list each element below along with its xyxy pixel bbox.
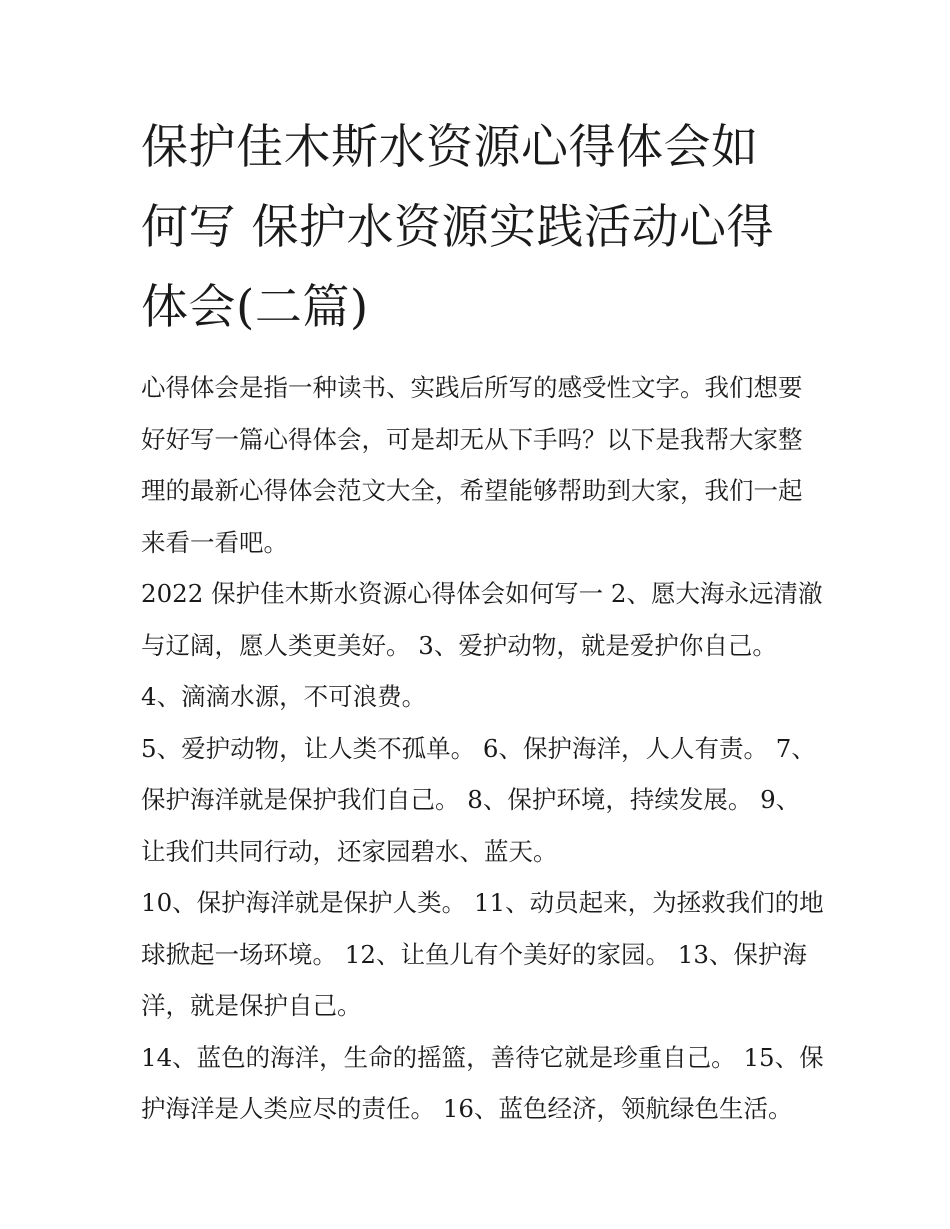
paragraph-slogans-4: [141, 877, 824, 1032]
text-line: 护海洋是人类应尽的责任。 16、蓝色经济，领航绿色生活。: [141, 1094, 793, 1123]
text-line: 保护海洋就是保护我们自己。 8、保护环境，持续发展。 9、: [141, 785, 801, 814]
text-line: 4、滴滴水源，不可浪费。: [141, 682, 427, 711]
text-line: 球掀起一场环境。 12、让鱼儿有个美好的家园。 13、保护海: [141, 939, 807, 969]
text-line: 14、蓝色的海洋，生命的摇篮，善待它就是珍重自己。 15、保: [141, 1042, 824, 1072]
title-line: 何写 保护水资源实践活动心得: [141, 200, 774, 255]
paragraph-slogans-5: [141, 1032, 824, 1135]
paragraph-slogans-3: [141, 723, 816, 878]
text-line: 洋，就是保护自己。: [141, 991, 362, 1020]
document-title: [141, 108, 813, 348]
title-line: 体会(二篇): [141, 280, 369, 335]
text-line: 5、爱护动物，让人类不孤单。 6、保护海洋，人人有责。 7、: [141, 733, 816, 763]
text-line: 与辽阔，愿人类更美好。 3、爱护动物，就是爱护你自己。: [141, 630, 777, 660]
text-line: 来看一看吧。: [141, 527, 288, 557]
paragraph-slogans-1: [141, 568, 823, 671]
text-line: 2022 保护佳木斯水资源心得体会如何写一 2、愿大海永远清澈: [141, 579, 823, 608]
document-body: [141, 362, 824, 1135]
paragraph-slogans-2: [141, 671, 813, 723]
text-line: 好好写一篇心得体会，可是却无从下手吗？以下是我帮大家整: [141, 424, 803, 454]
text-line: 理的最新心得体会范文大全，希望能够帮助到大家，我们一起: [141, 476, 803, 505]
paragraph-intro: [141, 362, 813, 568]
text-line: 10、保护海洋就是保护人类。 11、动员起来，为拯救我们的地: [141, 888, 824, 917]
document-page: [141, 108, 824, 1135]
text-line: 让我们共同行动，还家园碧水、蓝天。: [141, 836, 558, 866]
title-line: 保护佳木斯水资源心得体会如: [141, 120, 759, 175]
text-line: 心得体会是指一种读书、实践后所写的感受性文字。我们想要: [141, 373, 803, 402]
